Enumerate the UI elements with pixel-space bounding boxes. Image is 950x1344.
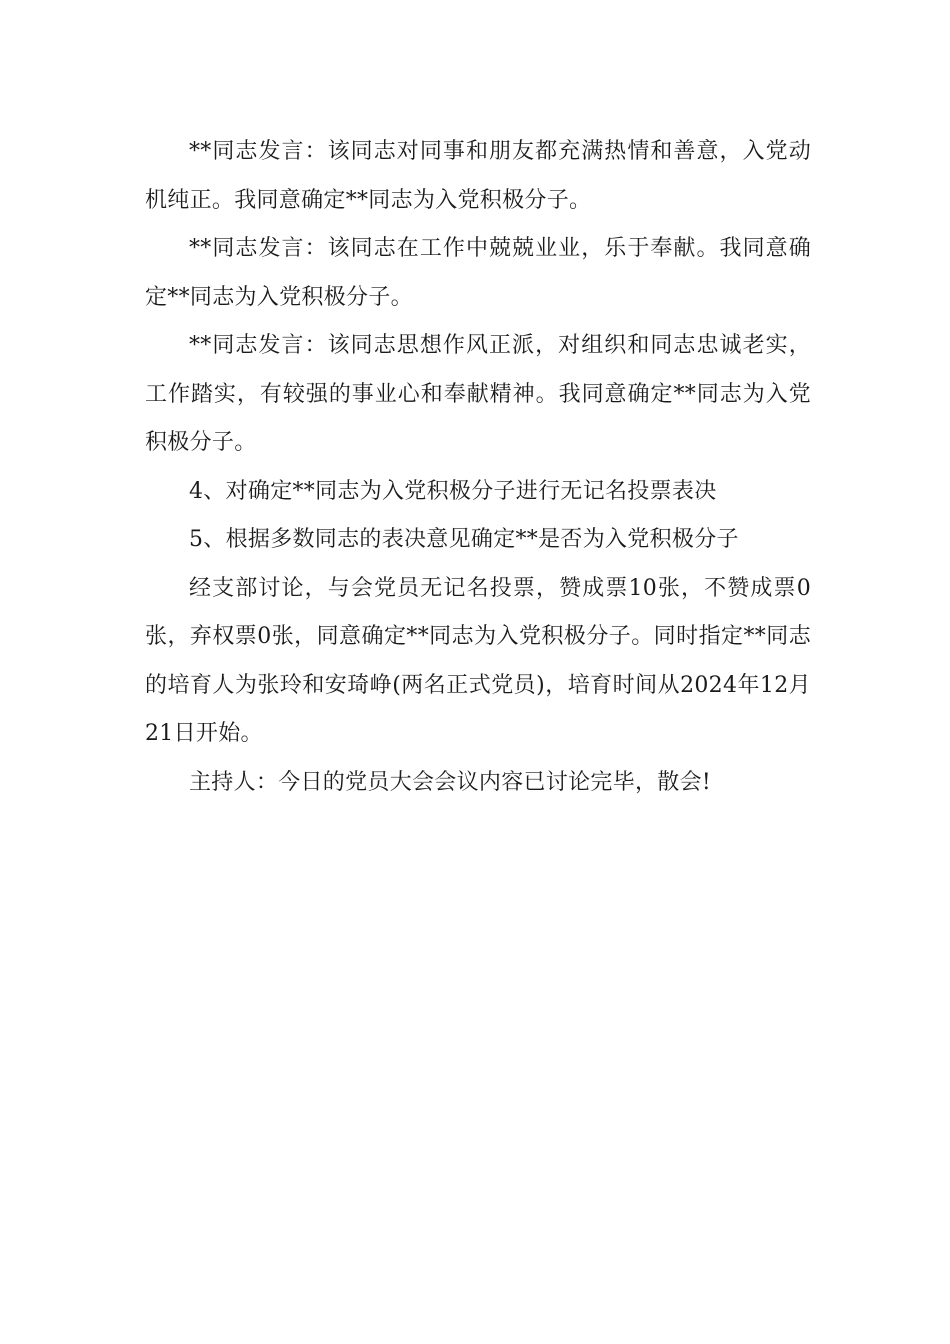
document-body: [145, 128, 811, 807]
paragraph-speech-1: **同志发言：该同志对同事和朋友都充满热情和善意，入党动机纯正。我同意确定**同志为入党积极分子。: [145, 139, 811, 213]
paragraph-item-5: 5、根据多数同志的表决意见确定**是否为入党积极分子: [189, 527, 739, 552]
paragraph-vote-result: 经支部讨论，与会党员无记名投票，赞成票10张，不赞成票0张，弃权票0张，同意确定**同志为入党积极分子。同时指定**同志的培育人为张玲和安琦峥(两名正式党员)，培育时间从2024年12月21日开始。: [145, 575, 811, 746]
paragraph-speech-3: **同志发言：该同志思想作风正派，对组织和同志忠诚老实，工作踏实，有较强的事业心和奉献精神。我同意确定**同志为入党积极分子。: [145, 333, 811, 455]
paragraph-speech-2: **同志发言：该同志在工作中兢兢业业，乐于奉献。我同意确定**同志为入党积极分子。: [145, 236, 811, 310]
paragraph-item-4: 4、对确定**同志为入党积极分子进行无记名投票表决: [189, 478, 717, 504]
paragraph-closing: 主持人：今日的党员大会会议内容已讨论完毕，散会!: [189, 769, 712, 795]
